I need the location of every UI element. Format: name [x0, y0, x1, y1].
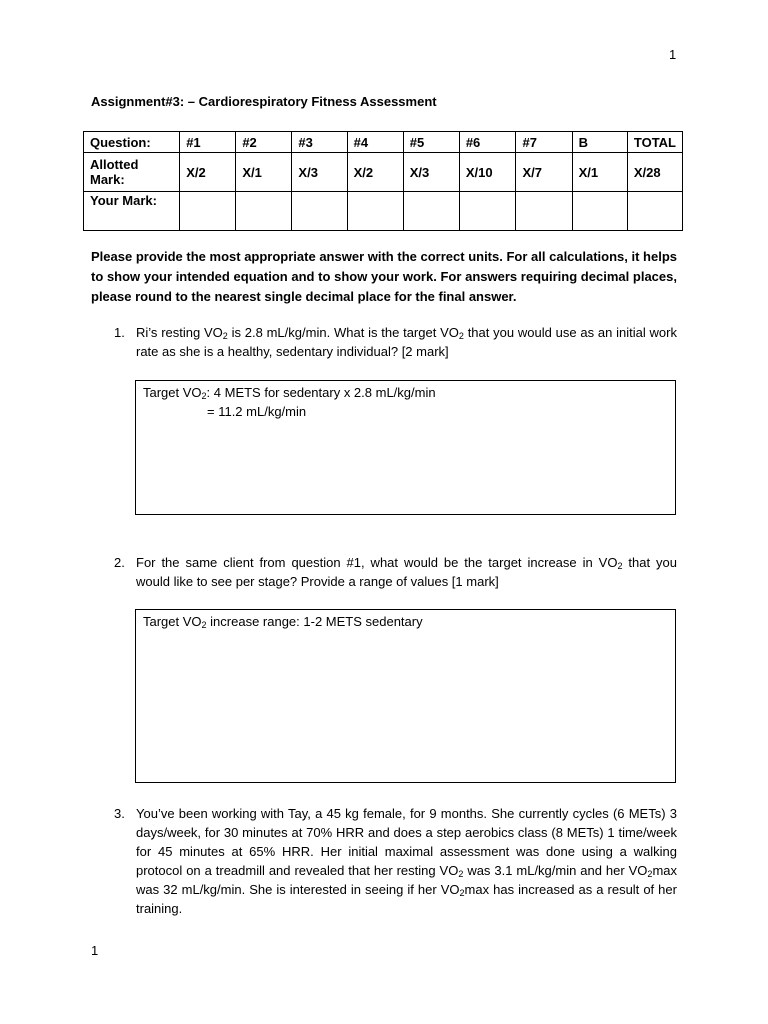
question-number: 1.	[114, 325, 125, 340]
page-number-bottom: 1	[91, 943, 99, 958]
allotted-cell: X/1	[572, 153, 627, 192]
header-cell: #7	[516, 132, 572, 153]
question-number: 3.	[114, 806, 125, 821]
allotted-mark-row	[84, 153, 683, 192]
allotted-cell: X/28	[627, 153, 682, 192]
allotted-label: Allotted Mark:	[84, 153, 180, 192]
header-cell: B	[572, 132, 627, 153]
question-2	[91, 553, 677, 591]
your-mark-row	[84, 192, 683, 231]
question-text: For the same client from question #1, what would be the target increase in $VO_2$ that you would like to see per stage? Provide a range of values [1 mark]	[136, 555, 677, 589]
allotted-cell: X/2	[347, 153, 403, 192]
header-cell: #3	[292, 132, 347, 153]
your-mark-cell	[292, 192, 347, 231]
your-mark-label: Your Mark:	[84, 192, 180, 231]
page-number-top: 1	[669, 47, 677, 62]
your-mark-cell	[627, 192, 682, 231]
header-cell: Question:	[84, 132, 180, 153]
header-cell: #6	[459, 132, 516, 153]
assignment-title: Assignment#3: – Cardiorespiratory Fitness Assessment	[91, 94, 437, 109]
your-mark-cell	[236, 192, 292, 231]
your-mark-cell	[403, 192, 459, 231]
your-mark-cell	[347, 192, 403, 231]
allotted-cell: X/7	[516, 153, 572, 192]
marks-table	[83, 131, 683, 231]
allotted-cell: X/10	[459, 153, 516, 192]
question-text: You’ve been working with Tay, a 45 kg female, for 9 months. She currently cycles (6 METs) 3 days/week, for 30 minutes at 70% HRR and does a step aerobics class (8 METs) 1 time/week for 45 minutes at 65% HRR. Her initial maximal assessment was done using a walking protocol on a treadmill and revealed that her resting $VO_2$ was 3.1 mL/kg/min and her $VO_2\max$ was 32 mL/kg/min. She is interested in seeing if her $VO_2\max$ has increased as a result of her training.	[136, 806, 677, 916]
instructions: Please provide the most appropriate answer with the correct units. For all calculations, it helps to show your intended equation and to show your work. For answers requiring decimal places, please round to the nearest single decimal place for the final answer.	[91, 249, 677, 304]
answer-line: Target $VO_2$ increase range: 1-2 METS sedentary	[143, 614, 423, 630]
header-cell: TOTAL	[627, 132, 682, 153]
question-number: 2.	[114, 555, 125, 570]
your-mark-cell	[180, 192, 236, 231]
header-cell: #4	[347, 132, 403, 153]
your-mark-cell	[516, 192, 572, 231]
answer-box-1[interactable]	[135, 380, 676, 515]
question-text: Ri’s resting $VO_2$ is 2.8 mL/kg/min. What is the target $VO_2$ that you would use as an initial work rate as she is a healthy, sedentary individual? [2 mark]	[136, 325, 677, 359]
answer-box-2[interactable]	[135, 609, 676, 783]
question-1	[91, 323, 677, 361]
allotted-cell: X/1	[236, 153, 292, 192]
marks-table-header-row	[84, 132, 683, 153]
allotted-cell: X/3	[292, 153, 347, 192]
question-3	[91, 804, 677, 918]
allotted-cell: X/2	[180, 153, 236, 192]
your-mark-cell	[459, 192, 516, 231]
answer-line: = 11.2 mL/kg/min	[207, 404, 307, 419]
your-mark-cell	[572, 192, 627, 231]
header-cell: #5	[403, 132, 459, 153]
answer-line: Target $VO_2$: 4 METS for sedentary x 2.8 mL/kg/min	[143, 385, 436, 401]
allotted-cell: X/3	[403, 153, 459, 192]
header-cell: #1	[180, 132, 236, 153]
header-cell: #2	[236, 132, 292, 153]
